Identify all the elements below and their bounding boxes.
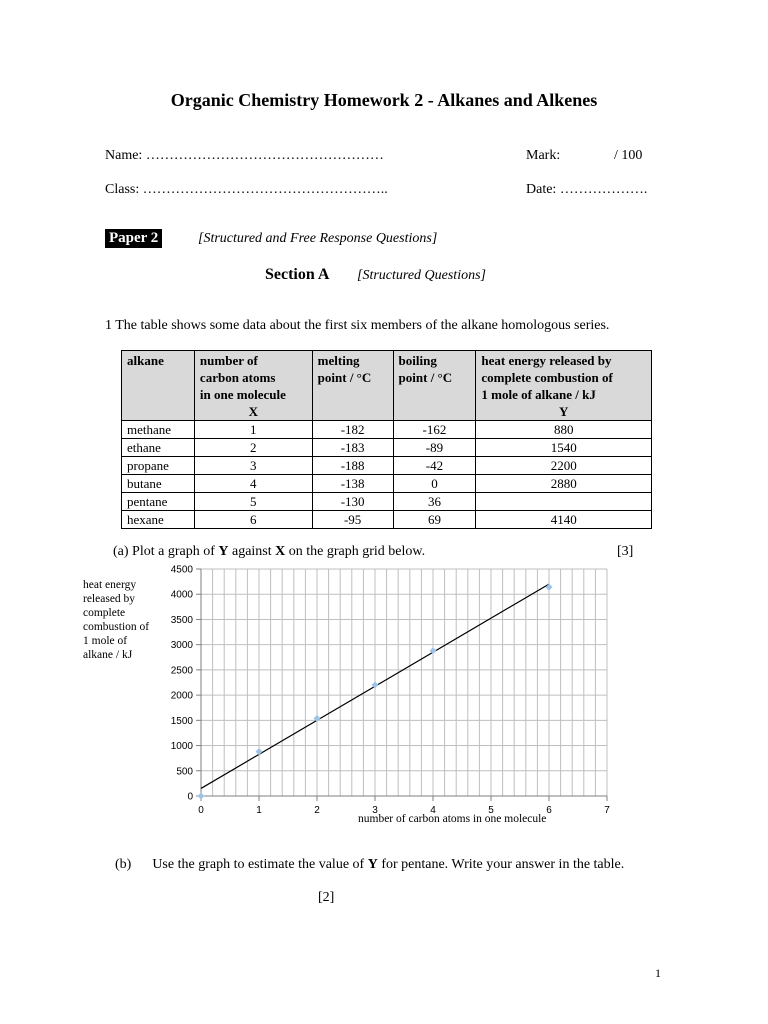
x-tick-label: 5 (488, 805, 494, 816)
table-cell: 0 (393, 475, 476, 493)
date-field[interactable]: Date: ………………. (526, 182, 648, 197)
alkane-name-cell: ethane (122, 439, 195, 457)
chart-ylabel-line: heat energy (83, 579, 137, 591)
chart-xlabel: number of carbon atoms in one molecule (358, 813, 547, 825)
header-line: point / °C (317, 370, 372, 385)
paper-description: [Structured and Free Response Questions] (198, 231, 438, 246)
y-tick-label: 3500 (170, 614, 193, 626)
part-a-x: X (275, 544, 286, 559)
table-cell: 2880 (476, 475, 652, 493)
y-tick-label: 3000 (170, 640, 193, 652)
y-tick-label: 4500 (170, 564, 193, 576)
header-line: X (248, 404, 258, 419)
table-cell: 6 (194, 511, 312, 529)
y-tick-label: 2500 (170, 665, 193, 677)
x-tick-label: 6 (546, 805, 552, 816)
table-cell: 36 (393, 493, 476, 511)
table-cell: -95 (312, 511, 393, 529)
table-cell: -130 (312, 493, 393, 511)
part-b-text (115, 856, 655, 873)
table-cell: 1 (194, 421, 312, 439)
table-cell: 69 (393, 511, 476, 529)
header-line: number of (199, 353, 258, 368)
table-cell: 1540 (476, 439, 652, 457)
chart-ylabel-line: complete (83, 607, 126, 619)
data-point (546, 584, 553, 591)
header-line: boiling (398, 353, 437, 368)
header-line: carbon atoms (199, 370, 276, 385)
table-cell: 4140 (476, 511, 652, 529)
header-line: heat energy released by (481, 353, 612, 368)
y-tick-label: 0 (187, 791, 193, 803)
alkane-name-cell: hexane (122, 511, 195, 529)
class-field[interactable]: Class: …………………………………………….. (105, 182, 388, 197)
alkane-name-cell: pentane (122, 493, 195, 511)
chart-ylabel-line: released by (83, 593, 136, 605)
name-field[interactable]: Name: …………………………………………… (105, 148, 384, 163)
table-cell: -162 (393, 421, 476, 439)
table-cell: -138 (312, 475, 393, 493)
data-point (198, 793, 205, 800)
part-a-pre: (a) Plot a graph of (113, 544, 219, 559)
x-tick-label: 2 (314, 805, 320, 816)
part-a-post: on the graph grid below. (285, 544, 426, 559)
header-line: 1 mole of alkane / kJ (481, 387, 596, 402)
page-title: Organic Chemistry Homework 2 - Alkanes and Alkenes (170, 90, 598, 110)
header-line: melting (317, 353, 360, 368)
part-a-mid: against (228, 544, 276, 559)
data-point (256, 748, 263, 755)
alkane-name-cell: butane (122, 475, 195, 493)
table-cell: -42 (393, 457, 476, 475)
page-number: 1 (655, 966, 661, 980)
header-line: point / °C (398, 370, 453, 385)
table-cell: -183 (312, 439, 393, 457)
part-a-marks: [3] (617, 544, 634, 559)
x-tick-label: 0 (198, 805, 204, 816)
mark-value: / 100 (614, 148, 643, 163)
table-cell: 3 (194, 457, 312, 475)
header-line: Y (559, 404, 569, 419)
header-line: alkane (127, 353, 164, 368)
table-cell: -89 (393, 439, 476, 457)
table-cell: 2 (194, 439, 312, 457)
part-b-y: Y (367, 857, 378, 872)
table-cell: -182 (312, 421, 393, 439)
table-cell: 5 (194, 493, 312, 511)
table-cell: -188 (312, 457, 393, 475)
alkane-name-cell: propane (122, 457, 195, 475)
x-tick-label: 3 (372, 805, 378, 816)
y-tick-label: 500 (176, 766, 193, 778)
x-tick-label: 4 (430, 805, 436, 816)
section-label: Section A (265, 266, 330, 283)
x-tick-label: 7 (604, 805, 610, 816)
paper-label: Paper 2 (105, 229, 162, 248)
part-b-marks: [2] (318, 890, 335, 905)
section-description: [Structured Questions] (357, 268, 486, 283)
y-tick-label: 1500 (170, 715, 193, 727)
chart-ylabel-line: combustion of (83, 621, 150, 633)
table-cell: 2200 (476, 457, 652, 475)
x-tick-label: 1 (256, 805, 262, 816)
question-1-text: 1 The table shows some data about the first six members of the alkane homologous series. (105, 318, 610, 333)
part-b-post: for pentane. Write your answer in the table. (377, 857, 625, 872)
header-line: complete combustion of (481, 370, 613, 385)
part-b-pre: (b) Use the graph to estimate the value of (115, 857, 368, 872)
alkane-name-cell: methane (122, 421, 195, 439)
part-a-y: Y (218, 544, 229, 559)
table-cell: 4 (194, 475, 312, 493)
chart-ylabel-line: alkane / kJ (83, 649, 133, 661)
y-tick-label: 4000 (170, 589, 193, 601)
y-tick-label: 2000 (170, 690, 193, 702)
mark-label: Mark: (526, 148, 561, 163)
header-line: in one molecule (199, 387, 286, 402)
chart-ylabel-line: 1 mole of (83, 635, 128, 647)
y-tick-label: 1000 (170, 741, 193, 753)
table-cell: 880 (476, 421, 652, 439)
